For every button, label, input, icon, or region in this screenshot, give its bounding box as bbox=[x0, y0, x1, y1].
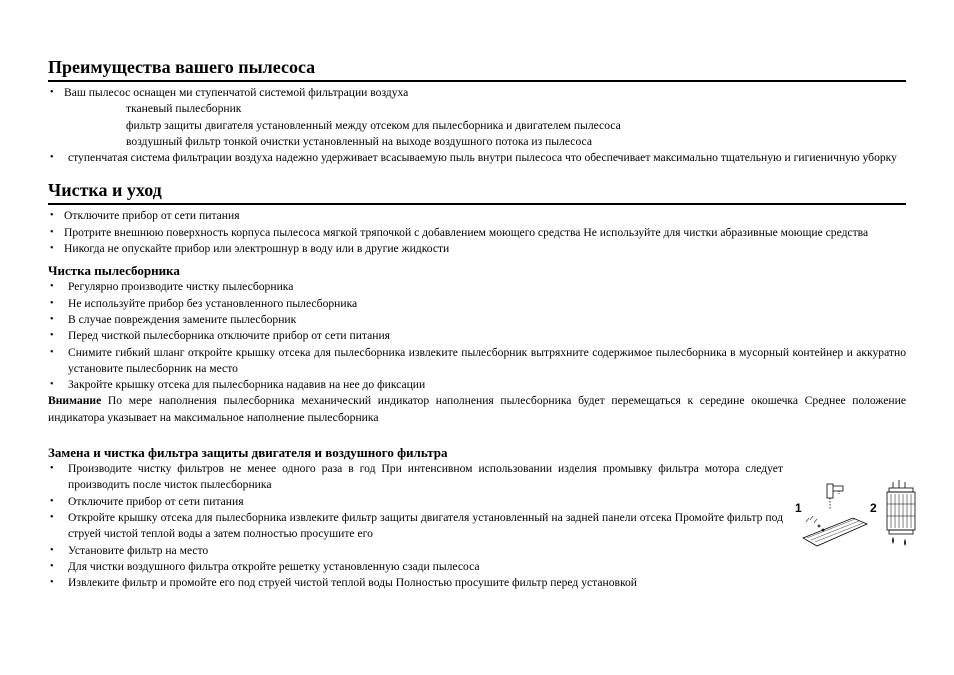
section-title-cleaning: Чистка и уход bbox=[48, 179, 906, 205]
list-item: • Извлеките фильтр и промойте его под струей чистой теплой воды Полностью просушите фильтр перед установкой bbox=[48, 575, 906, 591]
filter-washing-illustration bbox=[795, 474, 925, 554]
list-item: • Не используйте прибор без установленного пылесборника bbox=[48, 296, 906, 312]
figure-label-2: 2 bbox=[870, 501, 877, 515]
attention-text: По мере наполнения пылесборника механический индикатор наполнения пылесборника будет перемещаться к середине окошечка Среднее положение индикатора указывает на максимальное наполнение пылесборника bbox=[48, 394, 906, 424]
list-item bbox=[48, 85, 906, 150]
list-item: • В случае повреждения замените пылесборник bbox=[48, 312, 906, 328]
subsection-title-dustbag: Чистка пылесборника bbox=[48, 263, 180, 279]
list-item: • Отключите прибор от сети питания bbox=[48, 208, 906, 224]
list-item: • Никогда не опускайте прибор или электрошнур в воду или в другие жидкости bbox=[48, 241, 906, 257]
attention-label: Внимание bbox=[48, 394, 102, 408]
figure-label-1: 1 bbox=[795, 501, 802, 515]
list-item: • Для чистки воздушного фильтра откройте решетку установленную сзади пылесоса bbox=[48, 559, 783, 575]
list-item: • Отключите прибор от сети питания bbox=[48, 494, 783, 510]
tap-washing-icon bbox=[803, 484, 867, 546]
list-item: • ступенчатая система фильтрации воздуха надежно удерживает всасываемую пыль внутри пылесоса что обеспечивает максимально тщательную и гигиеничную уборку bbox=[48, 150, 906, 166]
list-item-text: Ваш пылесос оснащен ми ступенчатой системой фильтрации воздуха bbox=[64, 86, 409, 99]
manual-page bbox=[48, 56, 906, 591]
filter-stage-1: тканевый пылесборник bbox=[126, 102, 242, 116]
list-item: • Откройте крышку отсека для пылесборника извлеките фильтр защиты двигателя установленный на задней панели отсека Промойте фильтр под струей чистой теплой воды а затем полностью просушите его bbox=[48, 510, 783, 543]
list-item: • Производите чистку фильтров не менее одного раза в год При интенсивном использовании изделия промывку фильтра мотора следует производить после чисток пылесборника bbox=[48, 461, 783, 494]
dustbag-list bbox=[48, 279, 906, 393]
filter-stage-2: фильтр защиты двигателя установленный между отсеком для пылесборника и двигателем пылесоса bbox=[126, 118, 621, 132]
section-title-advantages: Преимущества вашего пылесоса bbox=[48, 56, 906, 82]
cleaning-list bbox=[48, 208, 906, 257]
list-item: • Протрите внешнюю поверхность корпуса пылесоса мягкой тряпочкой с добавлением моющего средства Не используйте для чистки абразивные моющие средства bbox=[48, 225, 906, 241]
advantages-list bbox=[48, 85, 906, 166]
list-item: • Установите фильтр на место bbox=[48, 543, 783, 559]
list-item: • Закройте крышку отсека для пылесборника надавив на нее до фиксации bbox=[48, 377, 906, 393]
attention-note bbox=[48, 393, 906, 426]
filters-list-wide bbox=[48, 575, 906, 591]
filter-stage-3: воздушный фильтр тонкой очистки установленный на выходе воздушного потока из пылесоса bbox=[126, 134, 592, 148]
list-item: • Регулярно производите чистку пылесборника bbox=[48, 279, 906, 295]
filters-list bbox=[48, 461, 783, 575]
subsection-title-filters: Замена и чистка фильтра защиты двигателя и воздушного фильтра bbox=[48, 445, 448, 461]
filter-drying-icon bbox=[887, 480, 915, 545]
list-item: • Снимите гибкий шланг откройте крышку отсека для пылесборника извлеките пылесборник вытряхните содержимое пылесборника в мусорный контейнер и аккуратно установите пылесборник на место bbox=[48, 345, 906, 378]
list-item: • Перед чисткой пылесборника отключите прибор от сети питания bbox=[48, 328, 906, 344]
